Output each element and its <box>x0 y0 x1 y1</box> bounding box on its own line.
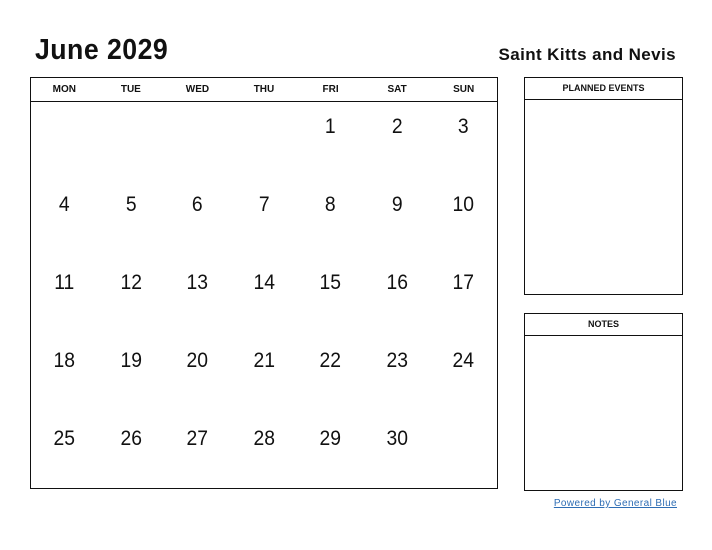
page-title: June 2029 <box>35 34 169 66</box>
planned-events-panel <box>524 77 683 295</box>
day-cell: 22 <box>319 349 342 372</box>
day-cell: 1 <box>325 115 336 138</box>
day-cell: 13 <box>186 271 209 294</box>
day-cell: 20 <box>186 349 209 372</box>
day-cell: 3 <box>458 115 470 138</box>
empty-day-cell <box>167 102 228 180</box>
day-cell: 29 <box>319 427 342 450</box>
day-cell: 14 <box>253 271 275 294</box>
weekday-label: THU <box>253 84 275 95</box>
empty-day-cell <box>100 102 161 180</box>
weekday-label: MON <box>52 84 76 95</box>
weekday-header <box>31 78 497 102</box>
day-cell: 19 <box>120 349 142 372</box>
country-label: Saint Kitts and Nevis <box>498 45 676 64</box>
day-cell: 26 <box>120 427 142 450</box>
day-cell: 5 <box>125 193 137 216</box>
day-cell: 10 <box>452 193 475 216</box>
day-cell: 25 <box>53 427 76 450</box>
day-cell: 23 <box>386 349 408 372</box>
weekday-label: TUE <box>120 84 141 95</box>
day-cell: 28 <box>253 427 275 450</box>
calendar-grid <box>30 77 498 489</box>
day-cell: 27 <box>186 427 209 450</box>
day-cell: 12 <box>120 271 142 294</box>
planned-events-heading: PLANNED EVENTS <box>525 78 682 100</box>
day-cell: 8 <box>325 193 336 216</box>
day-cell: 7 <box>258 193 270 216</box>
powered-by-link[interactable]: Powered by General Blue <box>553 498 677 509</box>
day-cell: 9 <box>391 193 403 216</box>
day-cell: 21 <box>253 349 275 372</box>
day-cell: 4 <box>58 193 70 216</box>
notes-heading: NOTES <box>525 314 682 336</box>
day-cell: 18 <box>53 349 76 372</box>
notes-panel <box>524 313 683 491</box>
day-cell: 24 <box>452 349 475 372</box>
day-cell: 30 <box>386 427 408 450</box>
weekday-label: SAT <box>387 84 407 95</box>
day-cell: 17 <box>452 271 475 294</box>
weekday-label: FRI <box>322 84 339 95</box>
weekday-label: WED <box>185 84 210 95</box>
day-cell: 2 <box>391 115 403 138</box>
day-cell: 6 <box>192 193 203 216</box>
calendar-days <box>31 102 497 492</box>
weekday-label: SUN <box>453 84 475 95</box>
day-cell: 11 <box>54 271 75 294</box>
day-cell: 15 <box>319 271 342 294</box>
empty-day-cell <box>233 102 294 180</box>
day-cell: 16 <box>386 271 408 294</box>
empty-day-cell <box>34 102 95 180</box>
